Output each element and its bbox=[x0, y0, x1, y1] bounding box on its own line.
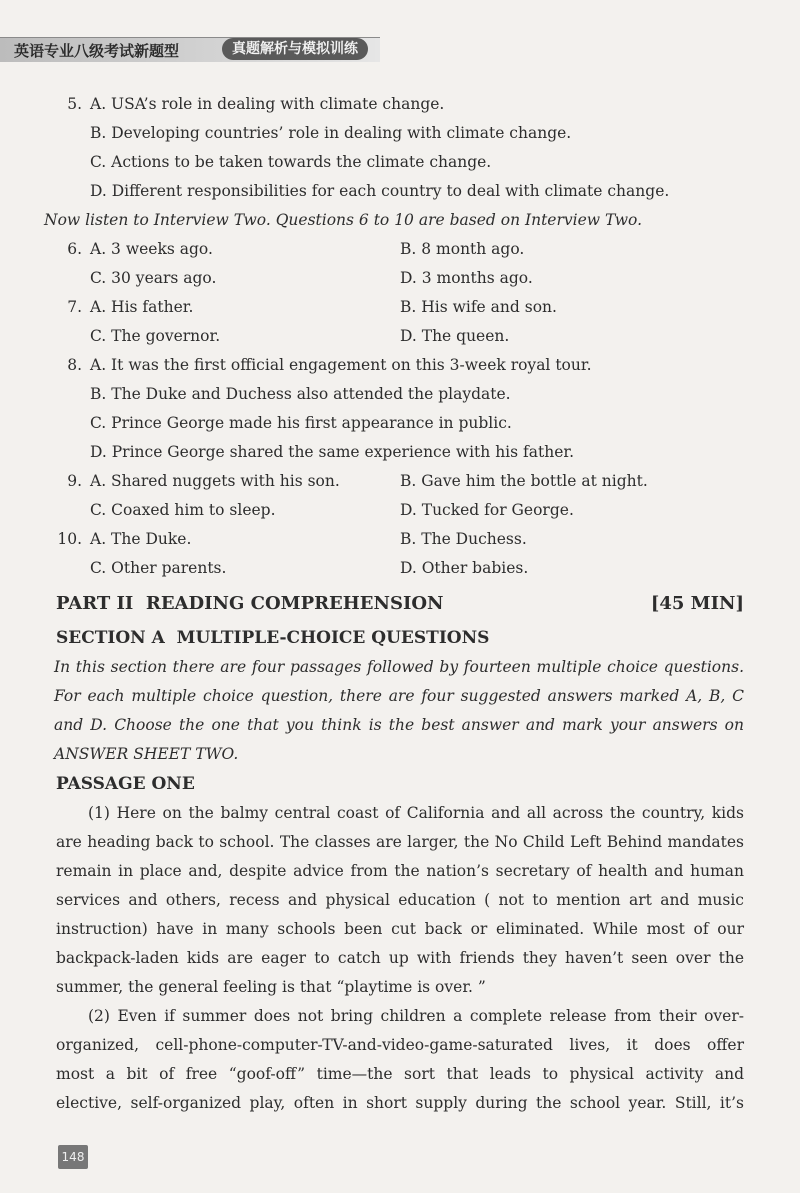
question-number: 9. bbox=[67, 472, 82, 490]
option-b: B. The Duchess. bbox=[400, 530, 527, 548]
page-number: 148 bbox=[58, 1145, 88, 1169]
option-c: C. Actions to be taken towards the climate change. bbox=[90, 153, 492, 171]
option-d: D. Tucked for George. bbox=[400, 501, 574, 519]
question-5 bbox=[52, 90, 744, 119]
question-9 bbox=[52, 467, 744, 496]
option-b: B. Gave him the bottle at night. bbox=[400, 472, 648, 490]
option-d: D. Different responsibilities for each country to deal with climate change. bbox=[90, 182, 670, 200]
option-a: A. The Duke. bbox=[90, 530, 192, 548]
question-10 bbox=[52, 525, 744, 554]
option-c: C. The governor. bbox=[90, 327, 221, 345]
question-number: 5. bbox=[67, 95, 82, 113]
option-c: C. Prince George made his first appearance in public. bbox=[90, 414, 512, 432]
listening-instruction: Now listen to Interview Two. Questions 6 to 10 are based on Interview Two. bbox=[44, 211, 643, 229]
section-instructions: In this section there are four passages followed by fourteen multiple choice questions. For each multiple choice question, there are four suggested answers marked A, B, C and D. Choose the one that you think is the best answer and mark your answers on ANSWER SHEET TWO. bbox=[54, 658, 744, 763]
question-number: 8. bbox=[67, 356, 82, 374]
book-title: 英语专业八级考试新题型 bbox=[14, 42, 180, 60]
section-heading: SECTION A MULTIPLE-CHOICE QUESTIONS bbox=[56, 628, 490, 648]
option-b: B. The Duke and Duchess also attended the playdate. bbox=[90, 385, 511, 403]
option-b: B. Developing countries’ role in dealing with climate change. bbox=[90, 124, 572, 142]
option-c: C. Coaxed him to sleep. bbox=[90, 501, 276, 519]
passage-title: PASSAGE ONE bbox=[56, 774, 195, 794]
part-heading bbox=[56, 587, 744, 621]
option-a: A. Shared nuggets with his son. bbox=[90, 472, 340, 490]
book-subtitle-badge: 真题解析与模拟训练 bbox=[222, 38, 368, 60]
paragraph-2: (2) Even if summer does not bring children a complete release from their over- organized, cell-phone-computer-TV-and-video-game-saturated lives, it does offer most a bit of free “goof-off” time—the sort that leads to physical activity and elective, self-organized play, often in short supply during the school year. Still, it’s bbox=[56, 1007, 744, 1112]
question-number: 6. bbox=[67, 240, 82, 258]
question-number: 10. bbox=[57, 530, 82, 548]
paragraph-1: (1) Here on the balmy central coast of California and all across the country, kids are heading back to school. The classes are larger, the No Child Left Behind mandates remain in place and, despite advice from the nation’s secretary of health and human services and others, recess and physical education ( not to mention art and music instruction) have in many schools been cut back or eliminated. While most of our backpack-laden kids are eager to catch up with friends they haven’t seen over the summer, the general feeling is that “playtime is over. ” bbox=[56, 804, 744, 996]
page-content bbox=[44, 90, 744, 1118]
question-7 bbox=[52, 293, 744, 322]
option-b: B. His wife and son. bbox=[400, 298, 557, 316]
option-d: D. Other babies. bbox=[400, 559, 529, 577]
option-a: A. 3 weeks ago. bbox=[90, 240, 213, 258]
part-time: [45 MIN] bbox=[650, 593, 744, 614]
option-d: D. The queen. bbox=[400, 327, 510, 345]
question-number: 7. bbox=[67, 298, 82, 316]
option-c: C. Other parents. bbox=[90, 559, 227, 577]
option-a: A. It was the first official engagement on this 3-week royal tour. bbox=[90, 356, 592, 374]
option-c: C. 30 years ago. bbox=[90, 269, 217, 287]
page-header bbox=[0, 30, 800, 70]
option-d: D. Prince George shared the same experience with his father. bbox=[90, 443, 575, 461]
option-b: B. 8 month ago. bbox=[400, 240, 525, 258]
option-a: A. His father. bbox=[90, 298, 194, 316]
option-d: D. 3 months ago. bbox=[400, 269, 533, 287]
option-a: A. USA’s role in dealing with climate change. bbox=[90, 95, 445, 113]
question-6 bbox=[52, 235, 744, 264]
question-8 bbox=[52, 351, 744, 380]
part-title: PART II READING COMPREHENSION bbox=[56, 593, 444, 614]
